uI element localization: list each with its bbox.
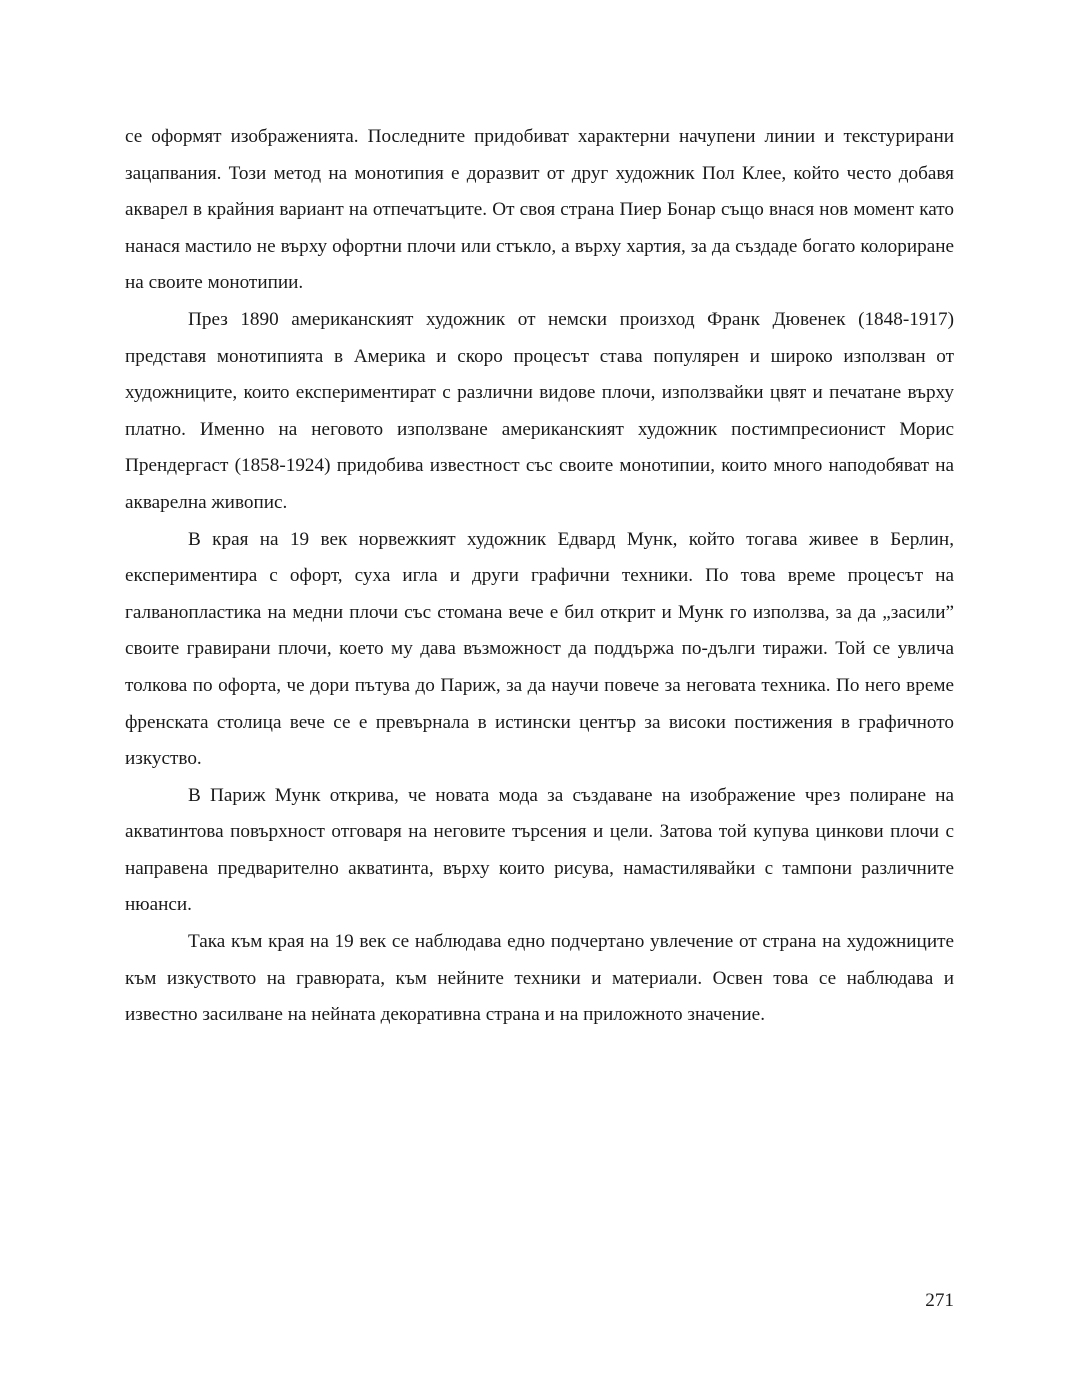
body-text: [125, 119, 954, 1034]
paragraph-duveneck: През 1890 американският художник от немски произход Франк Дювенек (1848-1917) представя монотипията в Америка и скоро процесът става популярен и широко използван от художниците, които експериментират с различни видове плочи, използвайки цвят и печатане върху платно. Именно на неговото използване американският художник постимпресионист Морис Прендергаст (1858-1924) придобива известност със своите монотипии, които много наподобяват на акварелна живопис.: [125, 308, 954, 513]
page-number: 271: [925, 1290, 954, 1311]
paragraph-munch-berlin: В края на 19 век норвежкият художник Едвард Мунк, който тогава живее в Берлин, експериментира с офорт, суха игла и други графични техники. По това време процесът на галванопластика на медни плочи със стомана вече е бил открит и Мунк го използва, за да „засили” своите гравирани плочи, което му дава възможност да поддържа по-дълги тиражи. Той се увлича толкова по офорта, че дори пътува до Париж, за да научи повече за неговата техника. По него време френската столица вече се е превърнала в истински център за високи постижения в графичното изкуство.: [125, 528, 954, 770]
paragraph-continuation: се оформят изображенията. Последните придобиват характерни начупени линии и текстурирани зацапвания. Този метод на монотипия е доразвит от друг художник Пол Клее, който често добавя акварел в крайния вариант на отпечатъците. От своя страна Пиер Бонар също внася нов момент като нанася мастило не върху офортни плочи или стъкло, а върху хартия, за да създаде богато колориране на своите монотипии.: [125, 126, 954, 294]
paragraph-munch-paris: В Париж Мунк открива, че новата мода за създаване на изображение чрез полиране на акватинтова повърхност отговаря на неговите търсения и цели. Затова той купува цинкови плочи с направена предварително акватинта, върху които рисува, намастилявайки с тампони различните нюанси.: [125, 784, 954, 916]
paragraph-conclusion: Така към края на 19 век се наблюдава едно подчертано увлечение от страна на художниците към изкуството на гравюрата, към нейните техники и материали. Освен това се наблюдава и известно засилване на нейната декоративна страна и на приложното значение.: [125, 931, 954, 1026]
